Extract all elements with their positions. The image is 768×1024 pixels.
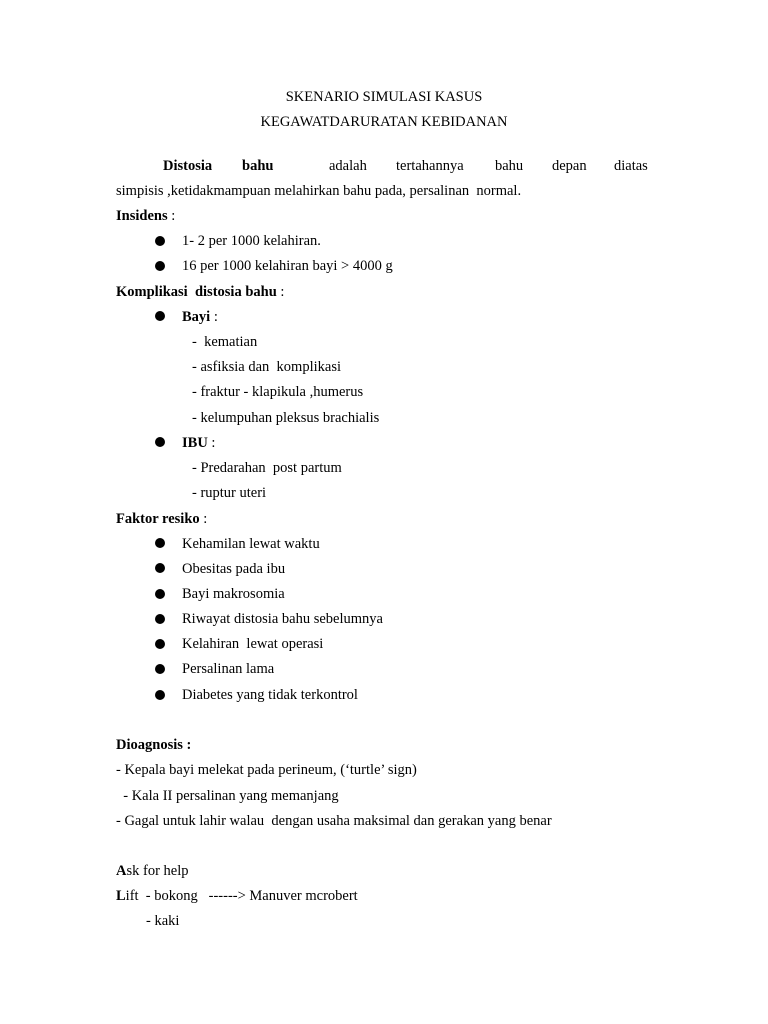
ibu-label-text: IBU xyxy=(182,435,208,451)
intro-word-adalah: adalah xyxy=(329,158,367,174)
komplikasi-heading-label: Komplikasi distosia bahu xyxy=(116,284,277,300)
diagnosis-line: - Gagal untuk lahir walau dengan usaha maksimal dan gerakan yang benar xyxy=(116,813,552,829)
ibu-label xyxy=(182,434,215,452)
ibu-colon: : xyxy=(207,435,216,451)
komplikasi-heading xyxy=(116,283,284,301)
diagnosis-line: - Kala II persalinan yang memanjang xyxy=(116,788,339,804)
faktor-heading-label: Faktor resiko xyxy=(116,511,200,527)
lift-letter-l: L xyxy=(116,888,126,904)
ask-for-help-line xyxy=(116,862,189,880)
ibu-item: - Predarahan post partum xyxy=(192,460,342,476)
faktor-item: Diabetes yang tidak terkontrol xyxy=(182,687,358,703)
insidens-colon: : xyxy=(167,208,176,224)
faktor-item: Persalinan lama xyxy=(182,661,275,677)
lift-sub-kaki: - kaki xyxy=(146,913,180,929)
bayi-colon: : xyxy=(210,309,218,325)
insidens-heading-label: Insidens xyxy=(116,208,168,224)
intro-word-tertahannya: tertahannya xyxy=(396,158,464,174)
faktor-item: Riwayat distosia bahu sebelumnya xyxy=(182,611,383,627)
faktor-item: Kelahiran lewat operasi xyxy=(182,636,324,652)
intro-word-bahu: bahu xyxy=(242,158,274,174)
bullet-icon xyxy=(155,664,165,674)
intro-word-diatas: diatas xyxy=(614,158,648,174)
bullet-icon xyxy=(155,538,165,548)
faktor-heading xyxy=(116,510,207,528)
komplikasi-colon: : xyxy=(276,284,285,300)
bayi-label-text: Bayi xyxy=(182,309,211,325)
lift-rest: ift - bokong ------> Manuver mcrobert xyxy=(125,888,358,904)
intro-word-depan: depan xyxy=(552,158,587,174)
bullet-icon xyxy=(155,563,165,573)
ask-rest: sk for help xyxy=(126,863,189,879)
bullet-icon xyxy=(155,437,165,447)
bayi-item: - fraktur - klapikula ,humerus xyxy=(192,384,364,400)
insidens-item: 16 per 1000 kelahiran bayi > 4000 g xyxy=(182,258,393,274)
title-line-2: KEGAWATDARURATAN KEBIDANAN xyxy=(260,114,508,130)
faktor-item: Bayi makrosomia xyxy=(182,586,285,602)
bullet-icon xyxy=(155,639,165,649)
bullet-icon xyxy=(155,614,165,624)
bayi-item: - kematian xyxy=(192,334,258,350)
intro-line-2: simpisis ,ketidakmampuan melahirkan bahu pada, persalinan normal. xyxy=(116,183,522,199)
faktor-colon: : xyxy=(199,511,208,527)
intro-word-distosia: Distosia xyxy=(163,158,213,174)
bullet-icon xyxy=(155,589,165,599)
diagnosis-heading: Dioagnosis : xyxy=(116,737,192,753)
bullet-icon xyxy=(155,311,165,321)
lift-line xyxy=(116,887,358,905)
bullet-icon xyxy=(155,236,165,246)
bayi-item: - asfiksia dan komplikasi xyxy=(192,359,342,375)
ibu-item: - ruptur uteri xyxy=(192,485,267,501)
intro-word-bahu-2: bahu xyxy=(495,158,524,174)
bayi-item: - kelumpuhan pleksus brachialis xyxy=(192,410,380,426)
bayi-label xyxy=(182,308,218,326)
title-line-1: SKENARIO SIMULASI KASUS xyxy=(285,89,483,105)
faktor-item: Kehamilan lewat waktu xyxy=(182,536,320,552)
bullet-icon xyxy=(155,690,165,700)
bullet-icon xyxy=(155,261,165,271)
ask-letter-a: A xyxy=(116,863,127,879)
insidens-item: 1- 2 per 1000 kelahiran. xyxy=(182,233,321,249)
insidens-heading xyxy=(116,207,175,225)
faktor-item: Obesitas pada ibu xyxy=(182,561,286,577)
diagnosis-line: - Kepala bayi melekat pada perineum, (‘turtle’ sign) xyxy=(116,762,417,778)
